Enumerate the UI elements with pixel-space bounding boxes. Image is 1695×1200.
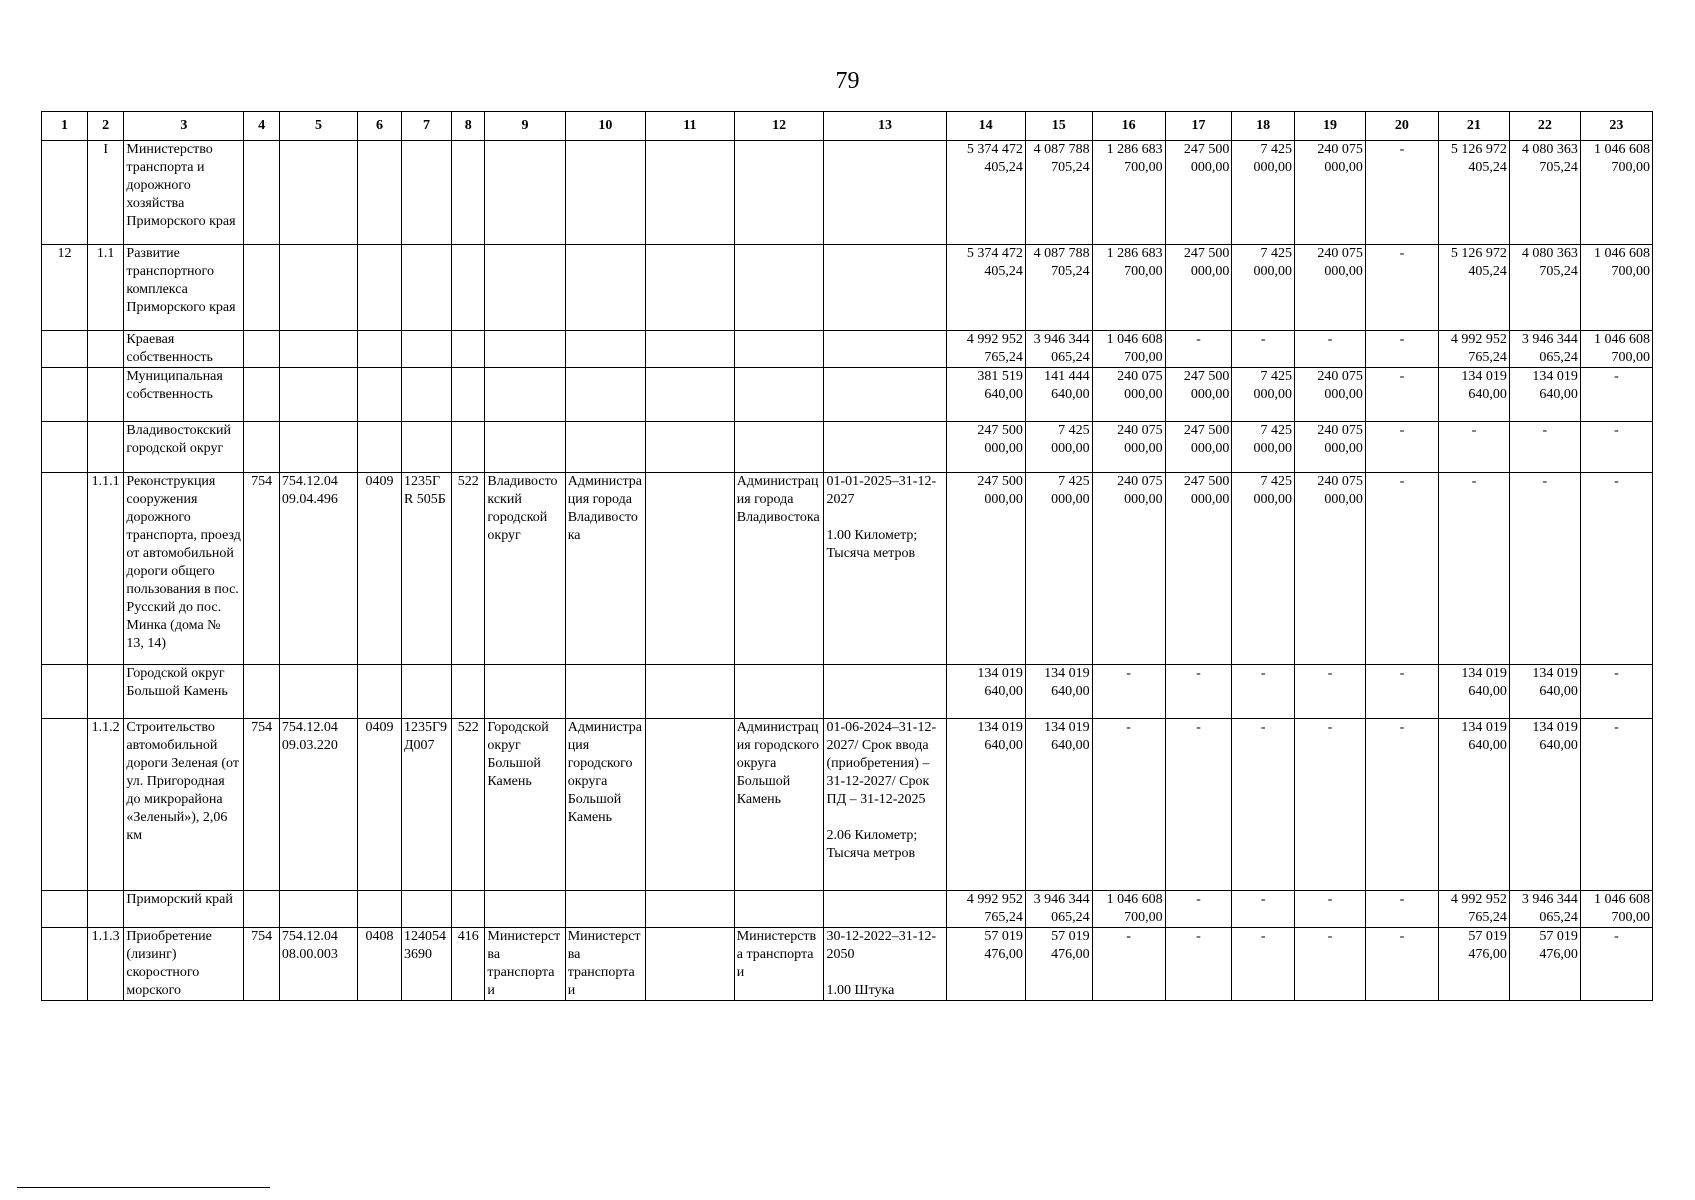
table-cell: - <box>1580 422 1652 473</box>
header-row <box>42 112 1653 141</box>
column-header: 6 <box>358 112 402 141</box>
table-cell <box>452 422 485 473</box>
table-cell: - <box>1438 473 1509 665</box>
table-cell: 134 019 640,00 <box>1438 665 1509 719</box>
table-cell <box>824 141 946 245</box>
table-row <box>42 245 1653 331</box>
table-cell <box>401 141 451 245</box>
table-cell <box>734 891 824 928</box>
table-cell: I <box>87 141 124 245</box>
table-cell: - <box>1580 665 1652 719</box>
column-header: 19 <box>1294 112 1365 141</box>
column-header: 14 <box>946 112 1025 141</box>
table-cell: Краевая собственность <box>124 331 244 368</box>
table-cell: 1 046 608 700,00 <box>1580 245 1652 331</box>
table-cell <box>565 368 645 422</box>
table-cell: 1 286 683 700,00 <box>1092 245 1165 331</box>
table-cell: 3 946 344 065,24 <box>1025 331 1092 368</box>
table-cell <box>279 368 357 422</box>
table-body <box>42 141 1653 1001</box>
table-cell <box>87 891 124 928</box>
table-cell: - <box>1580 719 1652 891</box>
table-cell: 134 019 640,00 <box>1438 719 1509 891</box>
table-cell <box>646 245 735 331</box>
table-cell: - <box>1365 422 1438 473</box>
table-cell: 3 946 344 065,24 <box>1025 891 1092 928</box>
column-header: 4 <box>244 112 279 141</box>
table-cell: - <box>1365 331 1438 368</box>
table-cell <box>244 422 279 473</box>
table-cell: 522 <box>452 719 485 891</box>
table-cell: 754 <box>244 719 279 891</box>
table-cell <box>824 891 946 928</box>
table-cell <box>401 891 451 928</box>
table-cell: 7 425 000,00 <box>1232 368 1295 422</box>
column-header: 8 <box>452 112 485 141</box>
table-cell: 134 019 640,00 <box>1509 719 1580 891</box>
table-cell: 01-06-2024–31-12-2027/ Срок ввода (приобретения) – 31-12-2027/ Срок ПД – 31-12-2025 2.06 Километр; Тысяча метров <box>824 719 946 891</box>
table-cell <box>358 422 402 473</box>
table-cell <box>646 368 735 422</box>
table-cell <box>279 141 357 245</box>
table-cell <box>646 473 735 665</box>
table-cell: - <box>1365 141 1438 245</box>
table-cell: 124054 3690 <box>401 928 451 1001</box>
table-row <box>42 928 1653 1001</box>
table-cell <box>87 331 124 368</box>
table-cell: Администрация города Владивостока <box>565 473 645 665</box>
table-cell: 1 046 608 700,00 <box>1580 331 1652 368</box>
table-cell: 4 080 363 705,24 <box>1509 245 1580 331</box>
table-cell: 5 126 972 405,24 <box>1438 141 1509 245</box>
table-cell: 5 374 472 405,24 <box>946 141 1025 245</box>
table-cell: 1235Г9 Д007 <box>401 719 451 891</box>
table-cell: 4 992 952 765,24 <box>946 331 1025 368</box>
table-cell: 240 075 000,00 <box>1294 473 1365 665</box>
table-cell: 247 500 000,00 <box>1165 422 1232 473</box>
footnote-divider <box>17 1187 270 1188</box>
column-header: 18 <box>1232 112 1295 141</box>
table-cell: - <box>1365 245 1438 331</box>
table-cell: Городской округ Большой Камень <box>485 719 565 891</box>
table-cell <box>87 665 124 719</box>
table-cell <box>824 422 946 473</box>
table-cell: 57 019 476,00 <box>1025 928 1092 1001</box>
column-header: 2 <box>87 112 124 141</box>
table-cell: Владивостокский городской округ <box>485 473 565 665</box>
table-cell: - <box>1294 719 1365 891</box>
table-cell: - <box>1232 665 1295 719</box>
table-cell: - <box>1365 891 1438 928</box>
table-cell <box>42 473 88 665</box>
page-number: 79 <box>835 68 860 94</box>
table-cell: 754.12.04 08.00.003 <box>279 928 357 1001</box>
table-cell: - <box>1232 928 1295 1001</box>
table-cell <box>824 665 946 719</box>
table-cell: - <box>1294 891 1365 928</box>
table-cell: Городской округ Большой Камень <box>124 665 244 719</box>
table-cell: 247 500 000,00 <box>946 473 1025 665</box>
table-row <box>42 141 1653 245</box>
table-cell: - <box>1580 368 1652 422</box>
column-header: 11 <box>646 112 735 141</box>
column-header: 22 <box>1509 112 1580 141</box>
table-cell: 01-01-2025–31-12-2027 1.00 Километр; Тысяча метров <box>824 473 946 665</box>
table-cell <box>358 245 402 331</box>
table-cell: Строительство автомобильной дороги Зеленая (от ул. Пригородная до микрорайона «Зеленый»), 2,06 км <box>124 719 244 891</box>
table-cell <box>485 368 565 422</box>
table-cell <box>646 891 735 928</box>
table-cell <box>646 141 735 245</box>
table-row <box>42 331 1653 368</box>
table-cell <box>485 245 565 331</box>
table-cell: 4 087 788 705,24 <box>1025 141 1092 245</box>
table-cell: Министерства транспорта и <box>565 928 645 1001</box>
table-cell: 7 425 000,00 <box>1025 422 1092 473</box>
table-cell <box>401 245 451 331</box>
table-row <box>42 473 1653 665</box>
table-cell: 3 946 344 065,24 <box>1509 331 1580 368</box>
column-header: 13 <box>824 112 946 141</box>
table-cell <box>244 665 279 719</box>
table-cell: - <box>1580 473 1652 665</box>
table-cell: 7 425 000,00 <box>1232 245 1295 331</box>
table-cell: 5 126 972 405,24 <box>1438 245 1509 331</box>
table-cell: 240 075 000,00 <box>1092 473 1165 665</box>
table-cell: 4 992 952 765,24 <box>1438 891 1509 928</box>
table-cell <box>646 422 735 473</box>
table-cell <box>734 141 824 245</box>
table-cell: 134 019 640,00 <box>1025 719 1092 891</box>
table-cell: - <box>1232 331 1295 368</box>
column-header: 16 <box>1092 112 1165 141</box>
table-cell: 522 <box>452 473 485 665</box>
table-cell <box>279 891 357 928</box>
table-cell <box>279 245 357 331</box>
table-cell <box>565 891 645 928</box>
column-header: 7 <box>401 112 451 141</box>
table-cell <box>565 331 645 368</box>
table-cell: 0409 <box>358 473 402 665</box>
table-cell <box>565 422 645 473</box>
table-cell: 240 075 000,00 <box>1294 422 1365 473</box>
table-cell: 1.1.2 <box>87 719 124 891</box>
table-cell: 57 019 476,00 <box>946 928 1025 1001</box>
table-cell <box>452 245 485 331</box>
column-header: 23 <box>1580 112 1652 141</box>
table-cell <box>358 368 402 422</box>
table-cell <box>734 368 824 422</box>
table-cell <box>452 368 485 422</box>
table-cell: 754.12.04 09.04.496 <box>279 473 357 665</box>
table-cell: 7 425 000,00 <box>1025 473 1092 665</box>
table-cell: 1 046 608 700,00 <box>1092 331 1165 368</box>
table-cell: 247 500 000,00 <box>1165 245 1232 331</box>
table-cell <box>244 331 279 368</box>
table-cell <box>646 719 735 891</box>
table-cell <box>824 245 946 331</box>
table-cell: 247 500 000,00 <box>1165 473 1232 665</box>
table-cell: 1 046 608 700,00 <box>1580 891 1652 928</box>
table-cell: 7 425 000,00 <box>1232 422 1295 473</box>
table-cell: Министерства транспорта и <box>485 928 565 1001</box>
table-cell: 134 019 640,00 <box>1509 368 1580 422</box>
table-cell: 0408 <box>358 928 402 1001</box>
column-header: 17 <box>1165 112 1232 141</box>
table-cell: - <box>1365 928 1438 1001</box>
table-cell <box>244 245 279 331</box>
table-cell: 4 992 952 765,24 <box>1438 331 1509 368</box>
table-cell <box>565 665 645 719</box>
table-cell <box>734 422 824 473</box>
table-cell: Приобретение (лизинг) скоростного морского <box>124 928 244 1001</box>
table-cell: 247 500 000,00 <box>1165 368 1232 422</box>
table-cell <box>358 665 402 719</box>
column-header: 21 <box>1438 112 1509 141</box>
table-cell: 1 046 608 700,00 <box>1580 141 1652 245</box>
table-cell <box>358 891 402 928</box>
table-cell: - <box>1165 331 1232 368</box>
table-cell: 57 019 476,00 <box>1438 928 1509 1001</box>
table-cell <box>42 422 88 473</box>
table-cell <box>734 245 824 331</box>
table-cell <box>485 665 565 719</box>
column-header: 12 <box>734 112 824 141</box>
table-cell: 247 500 000,00 <box>1165 141 1232 245</box>
table-cell <box>244 141 279 245</box>
table-cell: 30-12-2022–31-12-2050 1.00 Штука <box>824 928 946 1001</box>
table-cell: 141 444 640,00 <box>1025 368 1092 422</box>
table-cell <box>244 891 279 928</box>
table-cell: - <box>1509 473 1580 665</box>
budget-table <box>41 111 1653 1001</box>
table-cell <box>401 331 451 368</box>
table-cell <box>87 422 124 473</box>
table-cell: 754.12.04 09.03.220 <box>279 719 357 891</box>
table-cell: - <box>1232 891 1295 928</box>
table-cell: 1.1 <box>87 245 124 331</box>
table-cell: Владивостокский городской округ <box>124 422 244 473</box>
table-row <box>42 719 1653 891</box>
table-cell <box>401 665 451 719</box>
table-cell: 134 019 640,00 <box>1438 368 1509 422</box>
table-cell: 12 <box>42 245 88 331</box>
table-cell: 1 286 683 700,00 <box>1092 141 1165 245</box>
table-cell: 7 425 000,00 <box>1232 473 1295 665</box>
table-cell <box>452 141 485 245</box>
table-cell: - <box>1165 665 1232 719</box>
table-cell: Администрация городского округа Большой Камень <box>734 719 824 891</box>
table-cell <box>42 891 88 928</box>
table-cell: 1235ГR 505Б <box>401 473 451 665</box>
table-cell: - <box>1365 719 1438 891</box>
table-cell: - <box>1165 928 1232 1001</box>
table-cell: - <box>1509 422 1580 473</box>
table-cell <box>452 331 485 368</box>
table-cell: - <box>1165 719 1232 891</box>
table-row <box>42 665 1653 719</box>
table-cell <box>824 331 946 368</box>
table-cell: Реконструкция сооружения дорожного транспорта, проезд от автомобильной дороги общего пользования в пос. Русский до пос. Минка (дома № 13, 14) <box>124 473 244 665</box>
table-cell <box>485 141 565 245</box>
table-cell: - <box>1294 331 1365 368</box>
table-cell: 240 075 000,00 <box>1092 422 1165 473</box>
table-cell: 3 946 344 065,24 <box>1509 891 1580 928</box>
column-header: 15 <box>1025 112 1092 141</box>
table-cell <box>452 665 485 719</box>
table-cell: 754 <box>244 473 279 665</box>
table-cell: - <box>1294 665 1365 719</box>
table-cell <box>42 928 88 1001</box>
table-row <box>42 368 1653 422</box>
table-row <box>42 422 1653 473</box>
table-cell <box>734 665 824 719</box>
table-cell <box>401 368 451 422</box>
table-cell: 240 075 000,00 <box>1294 245 1365 331</box>
table-cell: - <box>1294 928 1365 1001</box>
column-header: 9 <box>485 112 565 141</box>
table-cell <box>358 141 402 245</box>
table-cell: 240 075 000,00 <box>1294 141 1365 245</box>
table-cell <box>485 331 565 368</box>
table-cell <box>358 331 402 368</box>
table-cell <box>279 422 357 473</box>
table-cell <box>485 422 565 473</box>
table-cell: - <box>1092 665 1165 719</box>
table-cell <box>244 368 279 422</box>
table-cell <box>279 665 357 719</box>
table-cell: 1 046 608 700,00 <box>1092 891 1165 928</box>
table-cell <box>87 368 124 422</box>
table-cell: Министерство транспорта и дорожного хозяйства Приморского края <box>124 141 244 245</box>
table-cell: - <box>1092 928 1165 1001</box>
table-cell: 0409 <box>358 719 402 891</box>
table-cell <box>646 928 735 1001</box>
column-header: 1 <box>42 112 88 141</box>
table-row <box>42 891 1653 928</box>
table-cell <box>42 719 88 891</box>
table-cell <box>824 368 946 422</box>
column-header: 3 <box>124 112 244 141</box>
column-header: 10 <box>565 112 645 141</box>
table-cell <box>646 665 735 719</box>
table-cell: 7 425 000,00 <box>1232 141 1295 245</box>
table-cell: 381 519 640,00 <box>946 368 1025 422</box>
table-cell: - <box>1165 891 1232 928</box>
table-cell <box>279 331 357 368</box>
table-cell: 134 019 640,00 <box>946 719 1025 891</box>
table-cell: 134 019 640,00 <box>946 665 1025 719</box>
table-cell: Администрация города Владивостока <box>734 473 824 665</box>
table-cell: Приморский край <box>124 891 244 928</box>
table-cell: 1.1.3 <box>87 928 124 1001</box>
table-cell: Муниципальная собственность <box>124 368 244 422</box>
table-cell: 134 019 640,00 <box>1025 665 1092 719</box>
table-cell <box>565 245 645 331</box>
table-cell <box>734 331 824 368</box>
table-cell: Администрация городского округа Большой Камень <box>565 719 645 891</box>
table-cell: 240 075 000,00 <box>1294 368 1365 422</box>
table-cell <box>42 331 88 368</box>
table-cell: Развитие транспортного комплекса Приморского края <box>124 245 244 331</box>
table-cell: - <box>1365 665 1438 719</box>
table-cell: 247 500 000,00 <box>946 422 1025 473</box>
table-cell <box>646 331 735 368</box>
table-cell <box>452 891 485 928</box>
table-cell: 240 075 000,00 <box>1092 368 1165 422</box>
table-cell <box>42 665 88 719</box>
column-header: 20 <box>1365 112 1438 141</box>
table-cell: 416 <box>452 928 485 1001</box>
table-cell: 134 019 640,00 <box>1509 665 1580 719</box>
table-cell <box>565 141 645 245</box>
table-cell: 4 080 363 705,24 <box>1509 141 1580 245</box>
table-cell <box>401 422 451 473</box>
table-cell: - <box>1365 473 1438 665</box>
table-cell <box>42 141 88 245</box>
table-cell: Министерства транспорта и <box>734 928 824 1001</box>
table-cell: - <box>1365 368 1438 422</box>
table-cell: 4 992 952 765,24 <box>946 891 1025 928</box>
column-header: 5 <box>279 112 357 141</box>
table-cell: - <box>1580 928 1652 1001</box>
table-cell: 754 <box>244 928 279 1001</box>
table-cell: 4 087 788 705,24 <box>1025 245 1092 331</box>
table-cell: - <box>1232 719 1295 891</box>
table-cell: 1.1.1 <box>87 473 124 665</box>
table-cell <box>485 891 565 928</box>
table-cell: 5 374 472 405,24 <box>946 245 1025 331</box>
table-cell: - <box>1438 422 1509 473</box>
table-cell: - <box>1092 719 1165 891</box>
table-cell: 57 019 476,00 <box>1509 928 1580 1001</box>
table-cell <box>42 368 88 422</box>
